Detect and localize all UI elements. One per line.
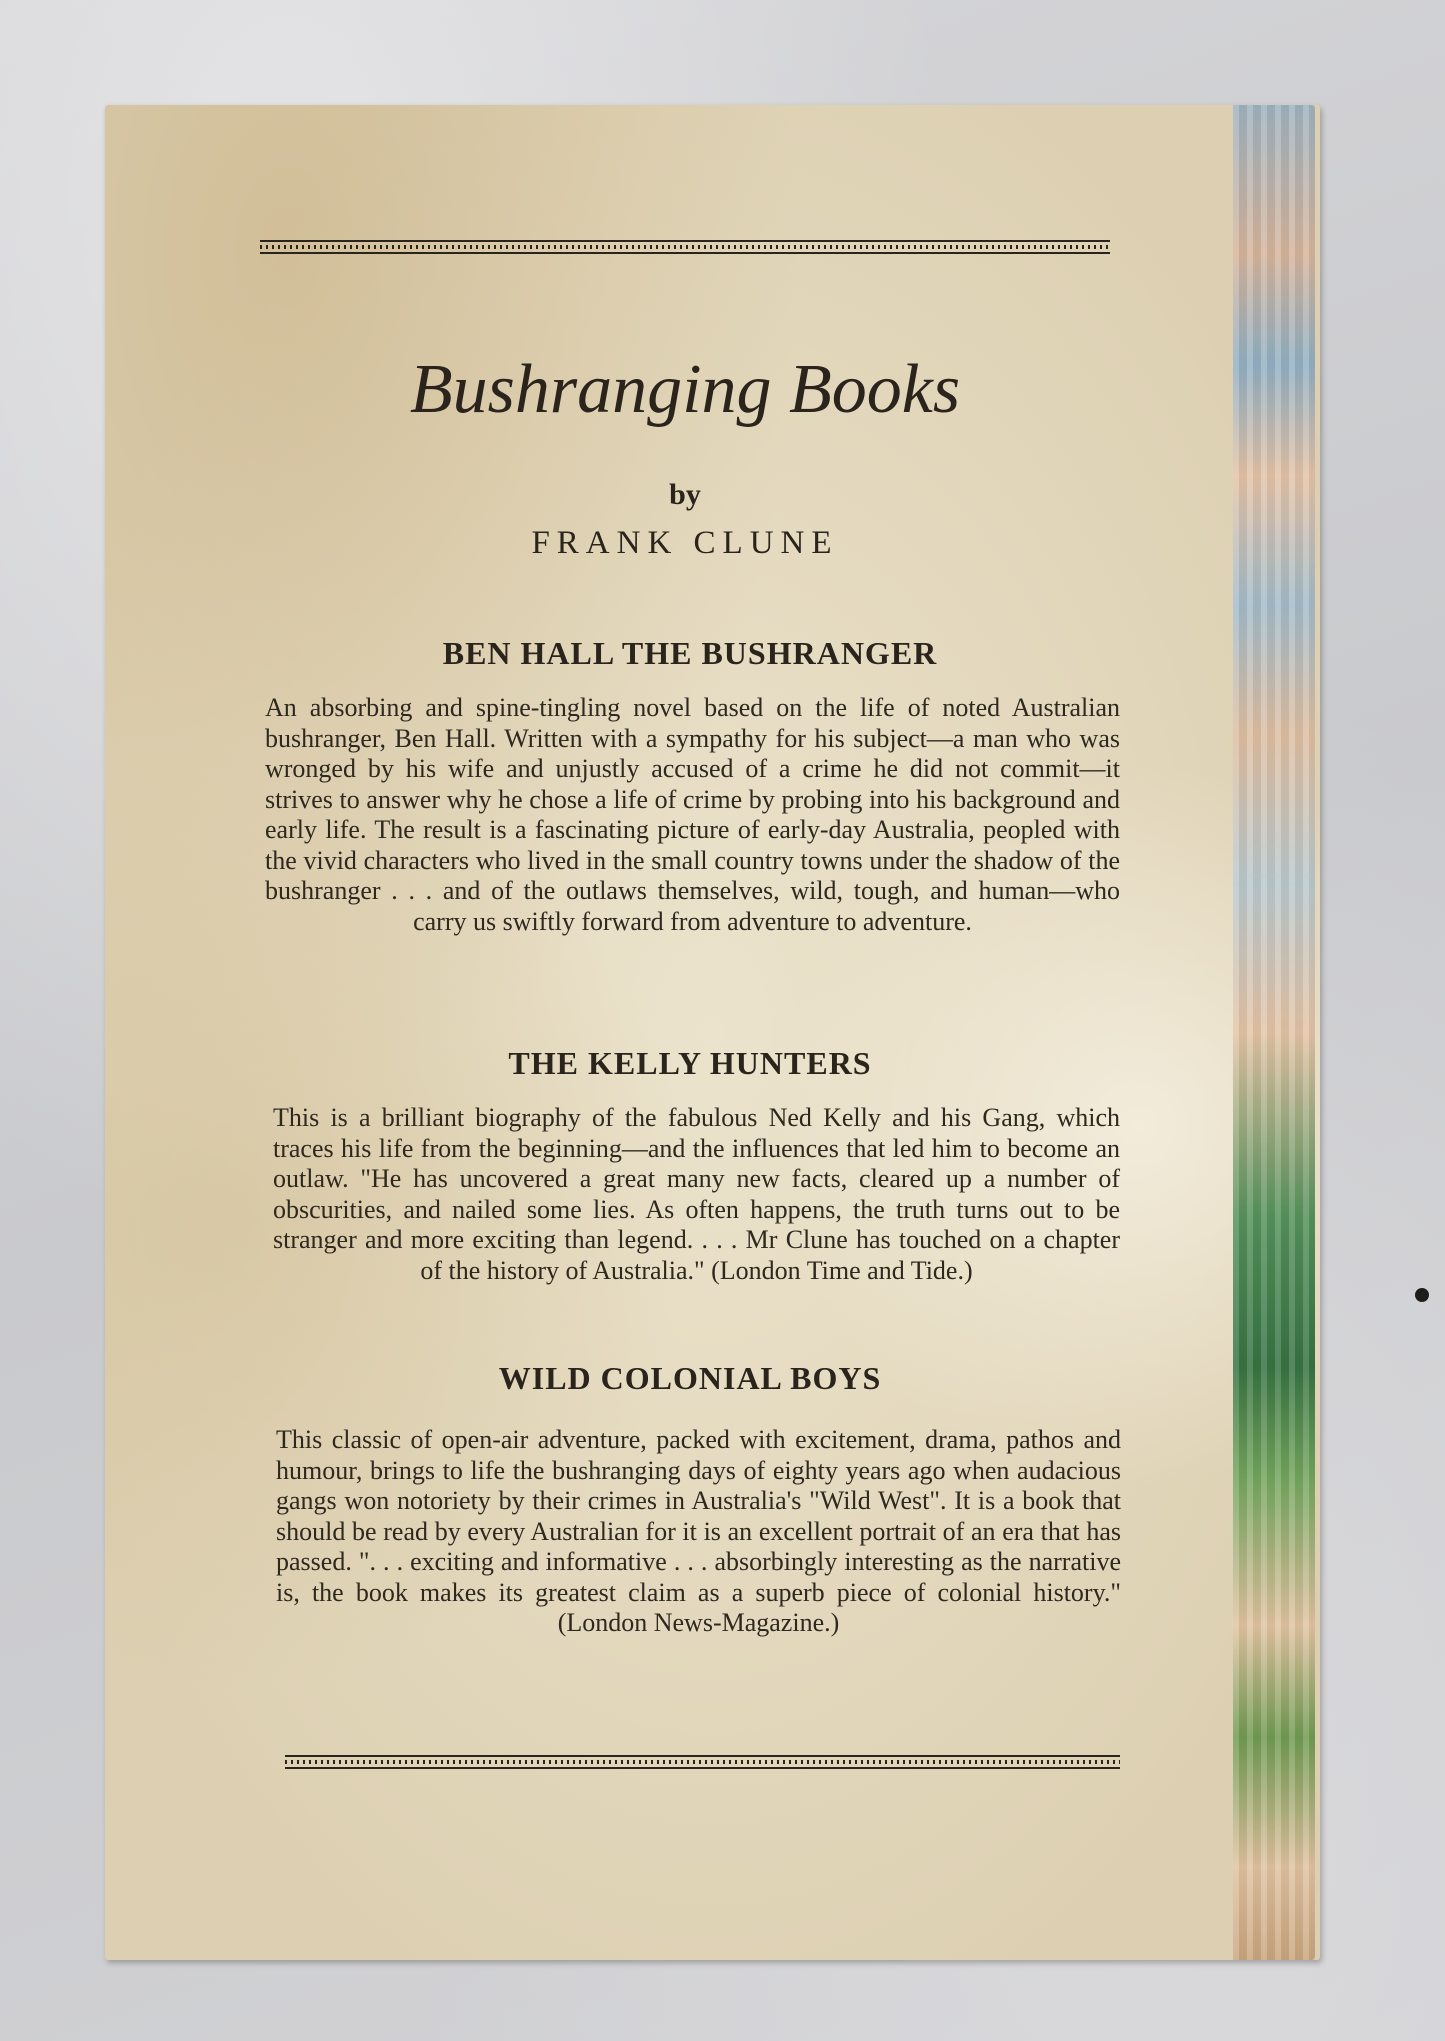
author-name: FRANK CLUNE bbox=[531, 525, 839, 561]
book-heading-ben-hall: BEN HALL THE BUSHRANGER bbox=[442, 635, 938, 671]
book-blurb-wild-colonial-boys: This classic of open-air adventure, packed with excitement, drama, pathos and humour, brings to life the bushranging days of eighty years ago when audacious gangs won notoriety by their crimes in Australia's "Wild West". It is a book that should be read by every Australian for it is an excellent portrait of an era that has passed. ". . . exciting and informative . . . absorbingly interesting as the narrative is, the book makes its greatest claim as a superb piece of colonial history." (London News-Magazine.) bbox=[276, 1425, 1121, 1637]
decorative-rule-bottom bbox=[285, 1755, 1120, 1769]
by-line: by bbox=[669, 478, 701, 511]
book-heading-wild-colonial-boys: WILD COLONIAL BOYS bbox=[498, 1360, 882, 1396]
book-blurb-ben-hall: An absorbing and spine-tingling novel based on the life of noted Australian bushranger, Ben Hall. Written with a sympathy for his subject—a man who was wronged by his wife and unjustly accused of a crime he did not commit—it strives to answer why he chose a life of crime by probing into his background and early life. The result is a fascinating picture of early-day Australia, peopled with the vivid characters who lived in the small country towns under the shadow of the bushranger . . . and of the outlaws themselves, wild, tough, and human—who carry us swiftly forward from adventure to adventure. bbox=[265, 693, 1120, 936]
dust-jacket-spine-edge bbox=[1233, 105, 1315, 1960]
book-heading-kelly-hunters: THE KELLY HUNTERS bbox=[508, 1045, 872, 1081]
decorative-rule-top bbox=[260, 240, 1110, 254]
background-spot bbox=[1415, 1288, 1429, 1302]
cover-title: Bushranging Books bbox=[409, 351, 961, 428]
book-blurb-kelly-hunters: This is a brilliant biography of the fabulous Ned Kelly and his Gang, which traces his life from the beginning—and the influences that led him to become an outlaw. "He has uncovered a great many new facts, cleared up a number of obscurities, and nailed some lies. As often happens, the truth turns out to be stranger and more exciting than legend. . . . Mr Clune has touched on a chapter of the history of Australia." (London Time and Tide.) bbox=[273, 1103, 1120, 1285]
